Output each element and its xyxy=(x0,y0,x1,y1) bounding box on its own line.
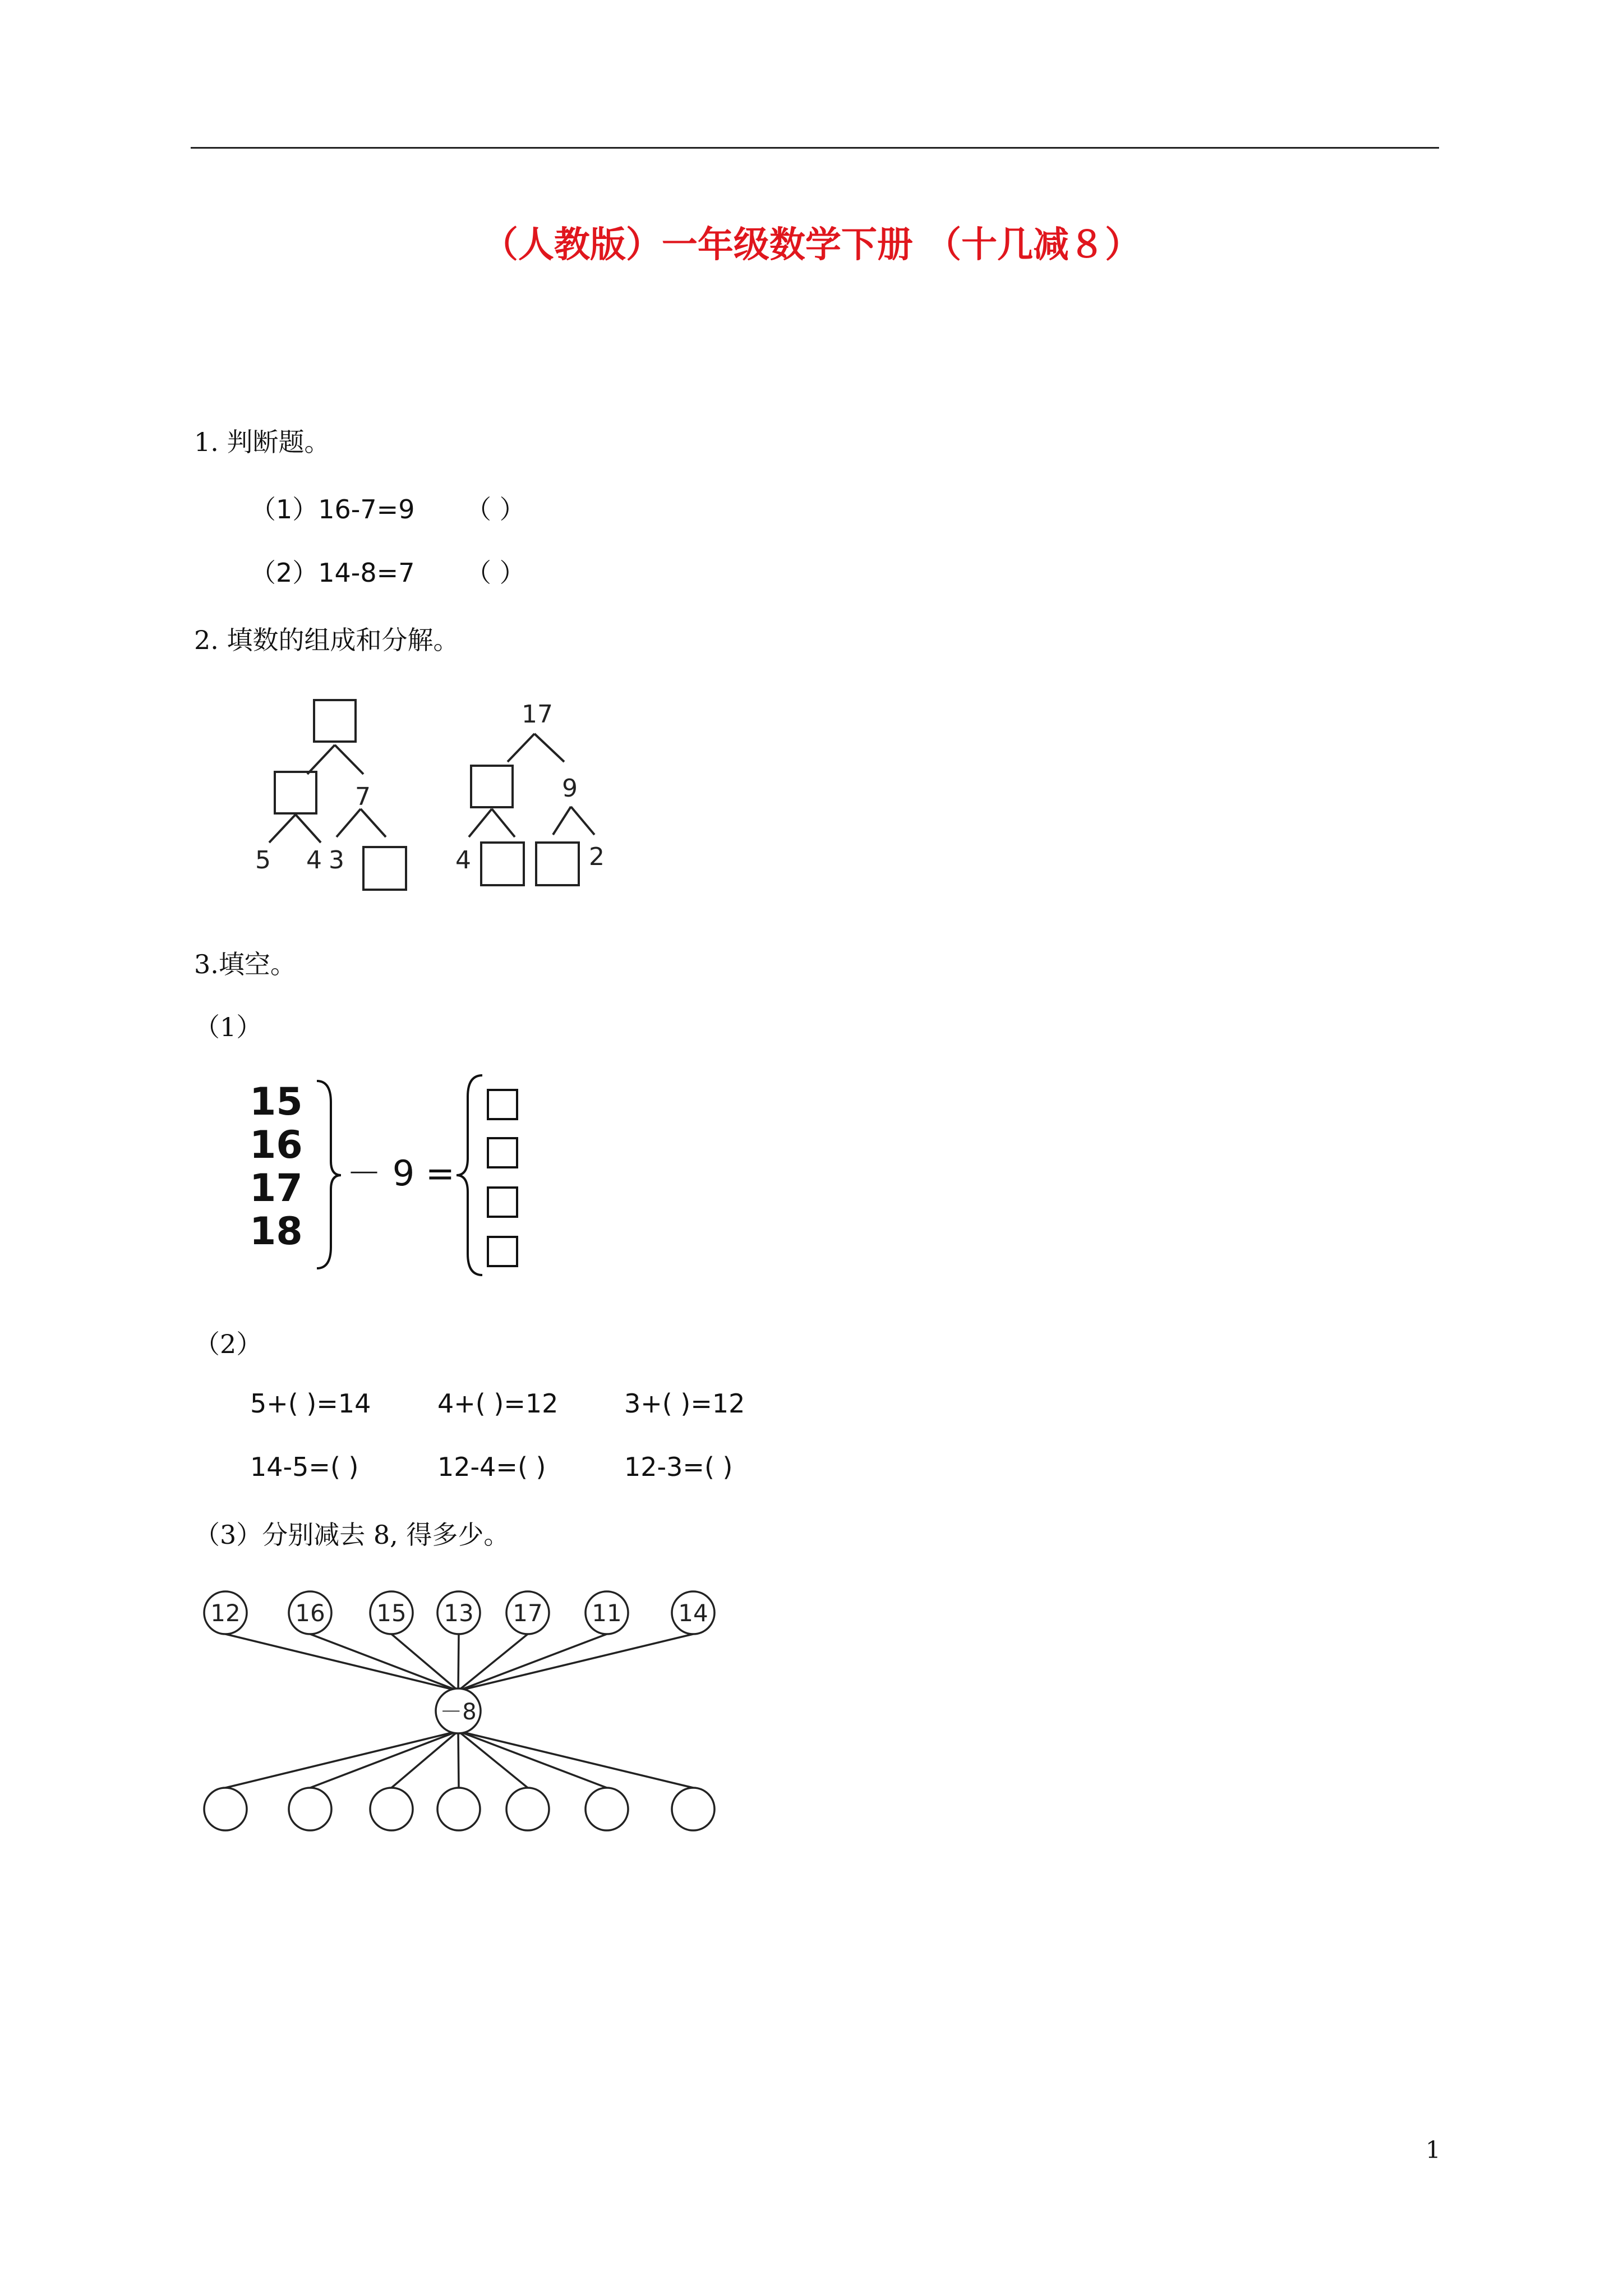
answer-circle[interactable] xyxy=(437,1788,480,1830)
subtract-nine-diagram xyxy=(241,1069,555,1293)
tree2-box-b[interactable] xyxy=(536,843,579,885)
q1-heading: 1. 判断题。 xyxy=(194,427,330,457)
tree2-right-number: 2 xyxy=(589,843,605,871)
answer-circle[interactable] xyxy=(506,1788,549,1830)
answer-circle[interactable] xyxy=(585,1788,628,1830)
fill-blank-3-plus[interactable]: 3+( )=12 xyxy=(624,1388,745,1419)
top-number: 13 xyxy=(444,1599,474,1627)
q1-item-1-answer-blank[interactable]: （ ） xyxy=(465,494,525,524)
top-number: 11 xyxy=(592,1599,622,1627)
tree2-left-box[interactable] xyxy=(471,766,513,807)
top-number: 12 xyxy=(210,1599,241,1627)
answer-circle[interactable] xyxy=(672,1788,714,1830)
answer-box-17[interactable] xyxy=(488,1188,517,1217)
q3-part3-label: （3）分别减去 8, 得多少。 xyxy=(194,1520,510,1550)
connector-top-1 xyxy=(310,1634,458,1691)
q3-heading: 3.填空。 xyxy=(194,949,296,979)
q2-heading: 2. 填数的组成和分解。 xyxy=(194,625,459,655)
fill-blank-12-minus-4[interactable]: 12-4=( ) xyxy=(437,1452,546,1482)
q1-item-2-answer-blank[interactable]: （ ） xyxy=(465,558,525,588)
tree2-mid-number: 9 xyxy=(562,774,578,803)
tree1-top-box[interactable] xyxy=(314,700,356,742)
connector-top-0 xyxy=(225,1634,458,1691)
connector-bottom-1 xyxy=(310,1731,458,1788)
tree2-left-number: 4 xyxy=(455,846,471,875)
minuend-15: 15 xyxy=(250,1080,303,1124)
tree1-right-number: 4 xyxy=(306,846,322,875)
connector-bottom-5 xyxy=(458,1731,607,1788)
tree2-box-a[interactable] xyxy=(481,843,524,885)
left-brace xyxy=(457,1075,482,1275)
top-number: 15 xyxy=(376,1599,407,1627)
page-title: （人教版）一年级数学下册 （十几减８） xyxy=(482,224,1141,266)
minuend-16: 16 xyxy=(250,1123,303,1167)
right-brace xyxy=(317,1081,341,1268)
q3-part2-label: （2） xyxy=(194,1329,262,1359)
q1-item-1-label: （1）16-7=9 xyxy=(250,494,415,524)
fill-blank-4-plus[interactable]: 4+( )=12 xyxy=(437,1388,559,1419)
connector-top-3 xyxy=(458,1634,459,1691)
q1-item-2-label: （2）14-8=7 xyxy=(250,558,415,588)
tree1-left-box[interactable] xyxy=(275,772,316,813)
top-number: 14 xyxy=(678,1599,708,1627)
answer-box-16[interactable] xyxy=(488,1138,517,1167)
connector-top-5 xyxy=(458,1634,607,1691)
minus-nine-equals: － 9 = xyxy=(347,1153,455,1194)
answer-circle[interactable] xyxy=(370,1788,413,1830)
tree1-left-number: 5 xyxy=(255,846,271,875)
fill-blank-14-minus-5[interactable]: 14-5=( ) xyxy=(250,1452,359,1482)
answer-circle[interactable] xyxy=(204,1788,247,1830)
top-number: 16 xyxy=(295,1599,325,1627)
header-rule xyxy=(191,147,1439,149)
center-operator: －8 xyxy=(440,1699,477,1725)
minuend-17: 17 xyxy=(250,1166,303,1211)
answer-circle[interactable] xyxy=(289,1788,331,1830)
minuend-18: 18 xyxy=(250,1209,303,1254)
answer-box-18[interactable] xyxy=(488,1237,517,1266)
top-number: 17 xyxy=(513,1599,543,1627)
connector-bottom-0 xyxy=(225,1731,458,1788)
page-number: 1 xyxy=(1426,2136,1441,2164)
connector-bottom-3 xyxy=(458,1731,459,1788)
tree1-mid-number: 7 xyxy=(355,783,371,811)
answer-box-15[interactable] xyxy=(488,1090,517,1119)
tree1-answer-box[interactable] xyxy=(363,847,406,890)
tree1-bottom-left-number: 3 xyxy=(329,846,344,875)
q3-part1-label: （1） xyxy=(194,1012,262,1042)
number-bond-diagram xyxy=(236,690,639,903)
fill-blank-12-minus-3[interactable]: 12-3=( ) xyxy=(624,1452,733,1482)
tree2-top-number: 17 xyxy=(522,700,553,729)
subtract-eight-spider-diagram xyxy=(191,1571,740,1840)
fill-blank-5-plus[interactable]: 5+( )=14 xyxy=(250,1388,371,1419)
